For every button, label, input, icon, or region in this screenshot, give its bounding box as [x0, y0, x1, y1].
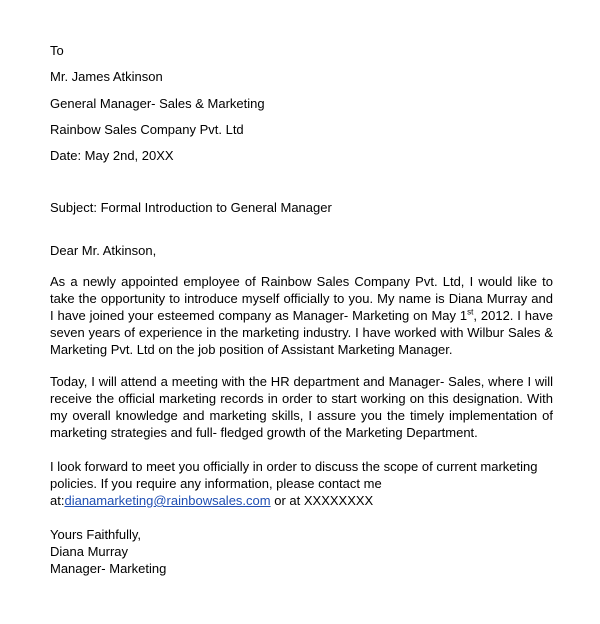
recipient-title: General Manager- Sales & Marketing: [50, 96, 265, 111]
to-label: To: [50, 43, 64, 58]
paragraph-meeting: [50, 373, 553, 441]
recipient-name: Mr. James Atkinson: [50, 69, 163, 84]
contact-line-1: I look forward to meet you officially in order to discuss the scope of current marketing: [50, 459, 538, 474]
paragraph-intro-text: [50, 273, 553, 358]
paragraph-meeting-text: Today, I will attend a meeting with the HR department and Manager- Sales, where I will receive the official marketing records in order to start working on this designation. With my overall knowledge and marketing skills, I assure you the timely implementation of marketing strategies and full- fledged growth of the Marketing Department.: [50, 374, 553, 440]
salutation: Dear Mr. Atkinson,: [50, 243, 157, 258]
paragraph-contact: [50, 458, 553, 509]
closing-title: Manager- Marketing: [50, 561, 167, 576]
paragraph-intro-part1: As a newly appointed employee of Rainbow Sales Company Pvt. Ltd, I would like to take the opportunity to introduce myself officially to you. My name is Diana Murray and I have joined your esteemed company as Manager- Marketing on May 1: [50, 274, 553, 323]
date-superscript: st: [467, 307, 474, 317]
paragraph-intro: [50, 273, 553, 358]
closing-signoff: Yours Faithfully,: [50, 527, 142, 542]
contact-line-2: policies. If you require any information, please contact me: [50, 476, 382, 491]
contact-suffix: or at XXXXXXXX: [270, 493, 374, 508]
letter-subject: Subject: Formal Introduction to General Manager: [50, 200, 332, 215]
closing-block: [50, 526, 553, 577]
letter-date: Date: May 2nd, 20XX: [50, 148, 174, 163]
paragraph-intro-part2: , 2012. I have seven years of experience in the marketing industry. I have worked with Wilbur Sales & Marketing Pvt. Ltd on the job position of Assistant Marketing Manager.: [50, 308, 553, 357]
recipient-company: Rainbow Sales Company Pvt. Ltd: [50, 122, 244, 137]
email-link[interactable]: dianamarketing@rainbowsales.com: [64, 493, 271, 508]
closing-name: Diana Murray: [50, 544, 129, 559]
contact-prefix: at:: [50, 493, 65, 508]
contact-line-3: [50, 492, 553, 509]
